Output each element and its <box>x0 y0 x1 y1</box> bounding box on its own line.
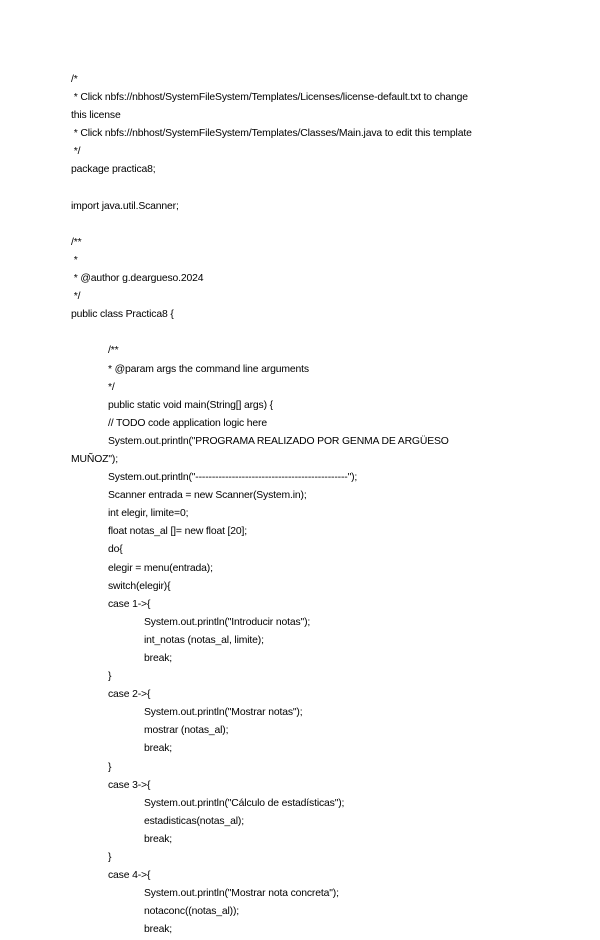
code-line: mostrar (notas_al); <box>144 725 229 737</box>
code-line: * @param args the command line arguments <box>108 363 309 375</box>
code-line: */ <box>108 381 115 393</box>
code-line: switch(elegir){ <box>108 580 171 592</box>
code-line: } <box>108 761 112 773</box>
code-line: int_notas (notas_al, limite); <box>144 634 264 646</box>
code-line: } <box>108 852 112 864</box>
code-line: estadisticas(notas_al); <box>144 815 244 827</box>
code-line: case 2->{ <box>108 689 151 701</box>
code-line <box>71 180 531 198</box>
code-line: MUÑOZ"); <box>71 453 118 465</box>
code-line: System.out.println("PROGRAMA REALIZADO POR GENMA DE ARGÜESO <box>108 435 449 447</box>
code-line: * Click nbfs://nbhost/SystemFileSystem/Templates/Classes/Main.java to edit this template <box>71 128 472 140</box>
code-line: * Click nbfs://nbhost/SystemFileSystem/Templates/Licenses/license-default.txt to change <box>71 92 468 104</box>
code-line: break; <box>144 833 172 845</box>
code-line: Scanner entrada = new Scanner(System.in); <box>108 490 307 502</box>
code-line: float notas_al []= new float [20]; <box>108 526 248 538</box>
code-line: // TODO code application logic here <box>108 417 267 429</box>
code-line: elegir = menu(entrada); <box>108 562 213 574</box>
code-line: case 1->{ <box>108 598 151 610</box>
code-line: case 4->{ <box>108 870 151 882</box>
code-line: System.out.println("Introducir notas"); <box>144 616 311 628</box>
code-line <box>71 324 531 342</box>
code-line: * <box>71 254 78 266</box>
code-line: /* <box>71 74 78 85</box>
code-line: */ <box>71 146 81 158</box>
code-line: package practica8; <box>71 164 156 176</box>
code-line: do{ <box>108 544 123 556</box>
code-line: System.out.println("Cálculo de estadísticas"); <box>144 797 345 809</box>
code-line <box>71 216 531 234</box>
code-line: public static void main(String[] args) { <box>108 399 273 411</box>
code-line: /** <box>71 236 82 248</box>
code-line: break; <box>144 924 172 936</box>
code-line: * @author g.deargueso.2024 <box>71 273 204 285</box>
code-line: import java.util.Scanner; <box>71 200 179 212</box>
code-line: public class Practica8 { <box>71 309 174 321</box>
code-line: System.out.println("----------------------------------------------"); <box>108 472 358 484</box>
code-line: this license <box>71 110 121 122</box>
code-listing <box>71 71 531 940</box>
code-line: break; <box>144 653 172 664</box>
code-line: */ <box>71 291 81 303</box>
code-line: System.out.println("Mostrar notas"); <box>144 707 303 719</box>
code-line: int elegir, limite=0; <box>108 508 189 520</box>
code-line: break; <box>144 743 172 755</box>
code-line: case 3->{ <box>108 779 151 791</box>
code-line: /** <box>108 345 119 357</box>
code-line: notaconc((notas_al)); <box>144 906 240 918</box>
code-line: } <box>108 671 112 683</box>
code-line: System.out.println("Mostrar nota concreta"); <box>144 888 339 900</box>
